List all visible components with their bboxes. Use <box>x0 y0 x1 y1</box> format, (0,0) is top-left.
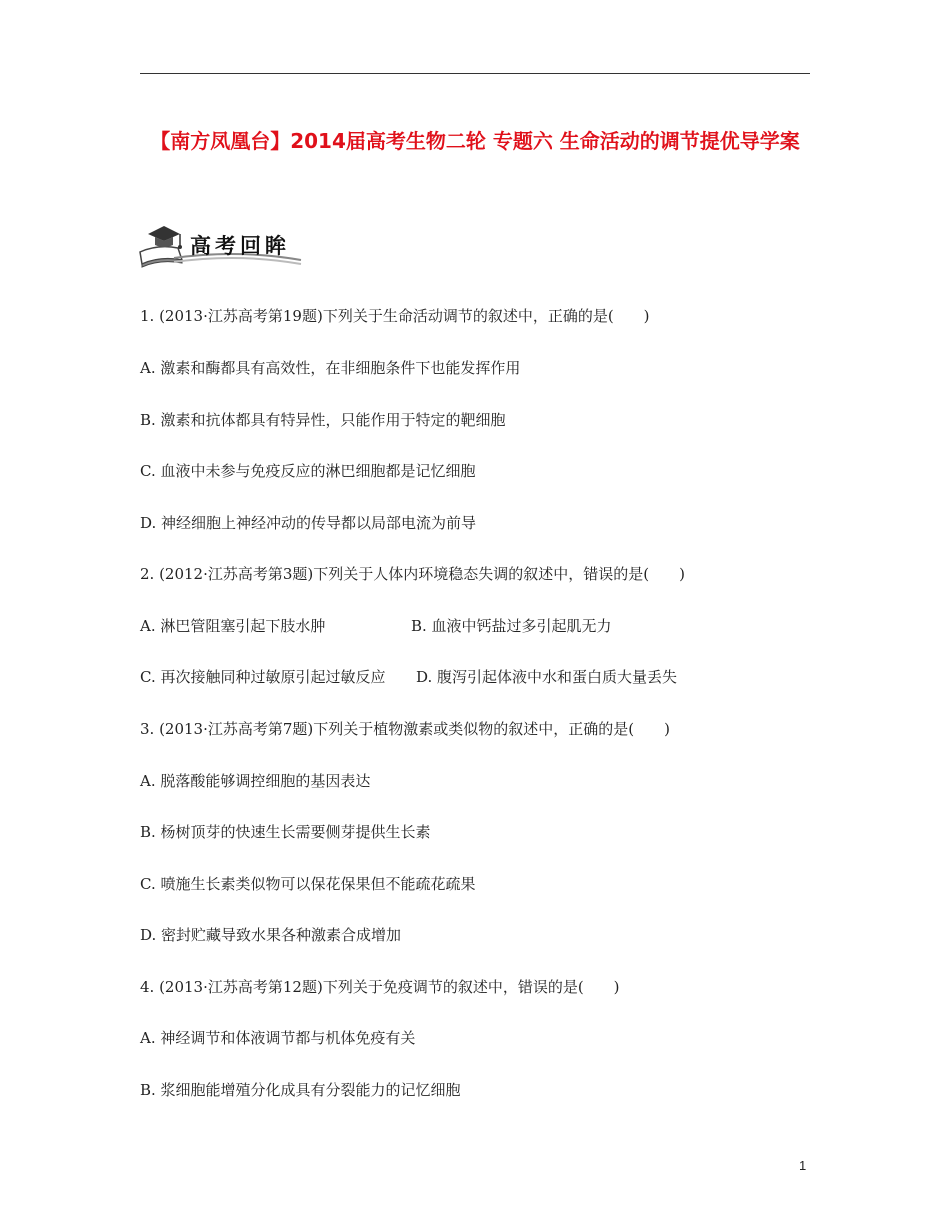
question-4-stem: 4. (2013·江苏高考第12题)下列关于免疫调节的叙述中，错误的是( ) <box>140 978 620 996</box>
question-2-stem: 2. (2012·江苏高考第3题)下列关于人体内环境稳态失调的叙述中，错误的是( ) <box>140 565 685 583</box>
question-2-option-a: A. 淋巴管阻塞引起下肢水肿 <box>140 617 326 635</box>
question-2-option-d: D. 腹泻引起体液中水和蛋白质大量丢失 <box>416 668 678 686</box>
question-4-option-b: B. 浆细胞能增殖分化成具有分裂能力的记忆细胞 <box>140 1081 461 1099</box>
question-1-stem: 1. (2013·江苏高考第19题)下列关于生命活动调节的叙述中，正确的是( ) <box>140 307 650 325</box>
question-3-stem: 3. (2013·江苏高考第7题)下列关于植物激素或类似物的叙述中，正确的是( ) <box>140 720 670 738</box>
question-4-option-a: A. 神经调节和体液调节都与机体免疫有关 <box>140 1029 416 1047</box>
question-1-option-d: D. 神经细胞上神经冲动的传导都以局部电流为前导 <box>140 514 477 532</box>
question-1-option-a: A. 激素和酶都具有高效性，在非细胞条件下也能发挥作用 <box>140 359 521 377</box>
question-3-option-a: A. 脱落酸能够调控细胞的基因表达 <box>140 772 371 790</box>
question-3-option-b: B. 杨树顶芽的快速生长需要侧芽提供生长素 <box>140 823 431 841</box>
header-rule <box>140 73 810 74</box>
page-number: 1 <box>799 1158 807 1173</box>
document-title: 【南方凤凰台】2014届高考生物二轮 专题六 生命活动的调节提优导学案 <box>150 129 800 153</box>
question-2-option-c: C. 再次接触同种过敏原引起过敏反应 <box>140 668 386 686</box>
question-2-option-b: B. 血液中钙盐过多引起肌无力 <box>411 617 612 635</box>
question-3-option-c: C. 喷施生长素类似物可以保花保果但不能疏花疏果 <box>140 875 476 893</box>
section-header <box>138 216 303 272</box>
question-1-option-b: B. 激素和抗体都具有特异性，只能作用于特定的靶细胞 <box>140 411 506 429</box>
question-3-option-d: D. 密封贮藏导致水果各种激素合成增加 <box>140 926 402 944</box>
section-label: 高考回眸 <box>190 233 290 258</box>
question-1-option-c: C. 血液中未参与免疫反应的淋巴细胞都是记忆细胞 <box>140 462 476 480</box>
